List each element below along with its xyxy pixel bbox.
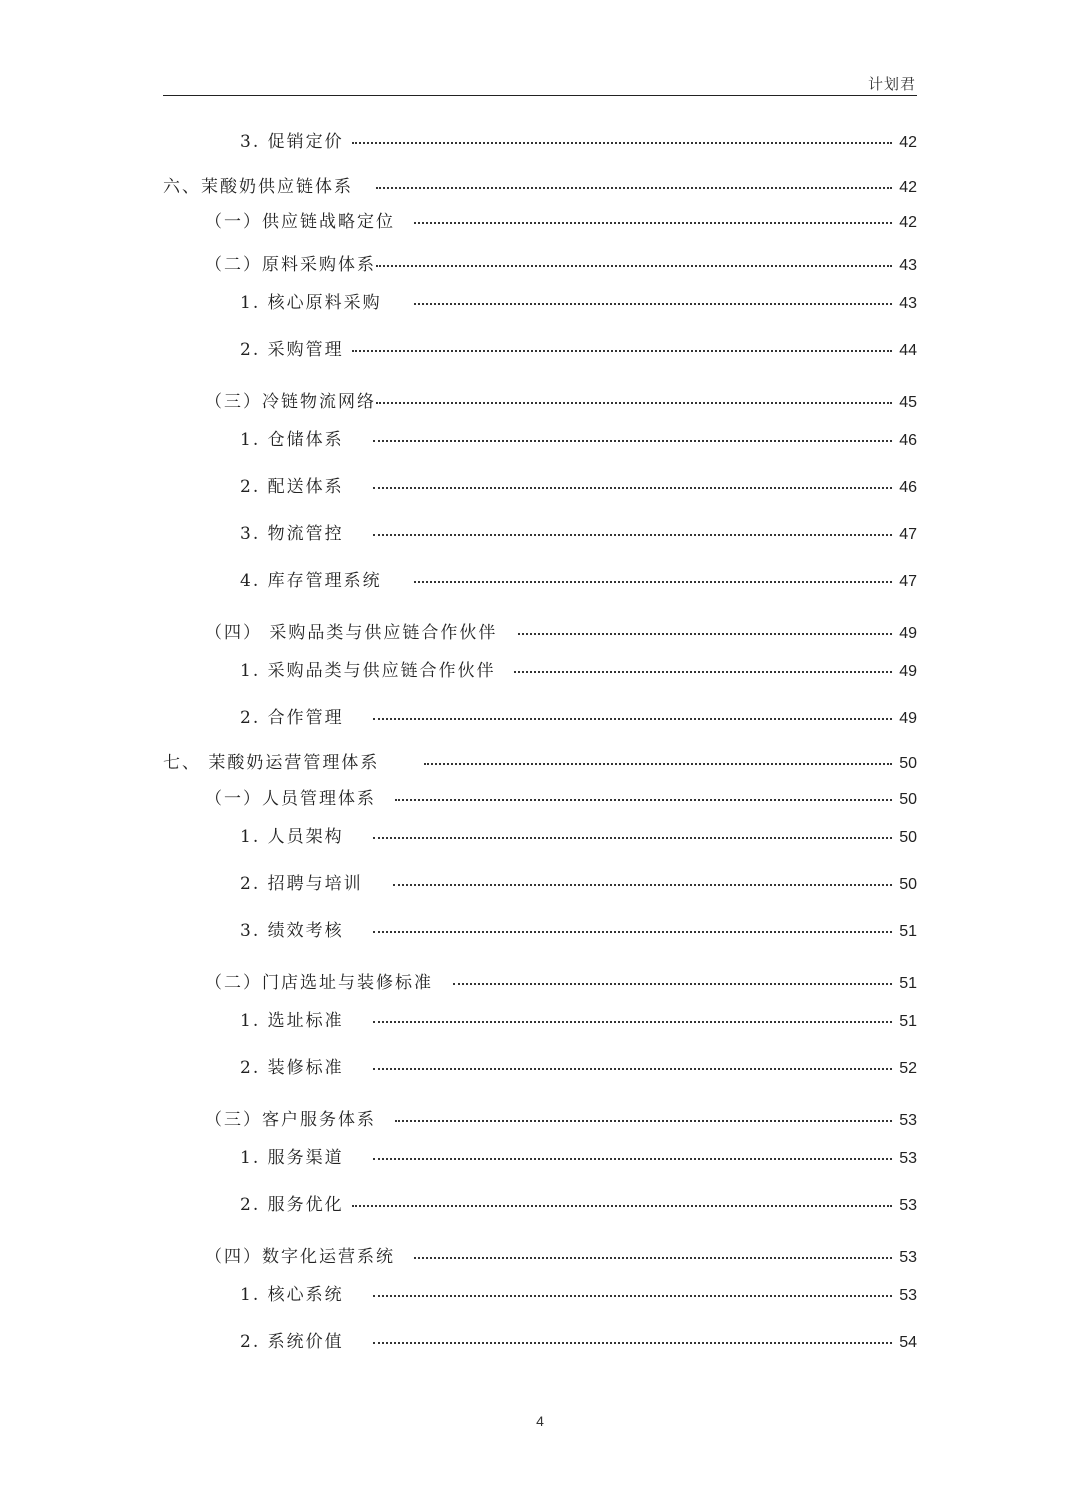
- toc-entry-label: 3. 绩效考核: [240, 921, 344, 941]
- toc-dot-leader: [424, 763, 892, 765]
- toc-dot-leader: [514, 671, 892, 673]
- toc-entry[interactable]: [0, 570, 1080, 594]
- toc-entry[interactable]: [0, 1331, 1080, 1355]
- toc-entry[interactable]: [0, 920, 1080, 944]
- toc-entry[interactable]: [0, 1246, 1080, 1270]
- toc-entry[interactable]: [0, 523, 1080, 547]
- toc-entry-page: 51: [899, 975, 917, 992]
- toc-entry-page: 50: [899, 829, 917, 846]
- toc-entry-page: 53: [899, 1249, 917, 1266]
- toc-entry-page: 43: [899, 257, 917, 274]
- toc-entry-label: 1. 人员架构: [240, 827, 344, 847]
- toc-dot-leader: [414, 303, 892, 305]
- toc-dot-leader: [352, 142, 892, 144]
- toc-dot-leader: [373, 1021, 892, 1023]
- toc-entry-label: （四） 采购品类与供应链合作伙伴: [205, 623, 498, 643]
- toc-entry-label: 1. 采购品类与供应链合作伙伴: [240, 661, 496, 681]
- toc-entry-page: 46: [899, 432, 917, 449]
- toc-entry[interactable]: [0, 429, 1080, 453]
- toc-dot-leader: [393, 884, 892, 886]
- toc-entry-page: 47: [899, 526, 917, 543]
- toc-entry[interactable]: [0, 1109, 1080, 1133]
- toc-dot-leader: [373, 1342, 892, 1344]
- toc-entry[interactable]: [0, 339, 1080, 363]
- toc-entry-page: 53: [899, 1287, 917, 1304]
- toc-entry-label: 1. 服务渠道: [240, 1148, 344, 1168]
- toc-entry-page: 45: [899, 394, 917, 411]
- toc-entry-page: 44: [899, 342, 917, 359]
- toc-entry-page: 49: [899, 663, 917, 680]
- toc-entry-label: 2. 服务优化: [240, 1195, 344, 1215]
- toc-entry-page: 52: [899, 1060, 917, 1077]
- toc-dot-leader: [414, 222, 892, 224]
- toc-entry-label: 1. 选址标准: [240, 1011, 344, 1031]
- toc-entry-label: （一）供应链战略定位: [205, 212, 395, 232]
- toc-entry-label: （四）数字化运营系统: [205, 1247, 395, 1267]
- toc-entry[interactable]: [0, 391, 1080, 415]
- toc-entry-page: 50: [899, 876, 917, 893]
- toc-dot-leader: [453, 983, 892, 985]
- toc-entry[interactable]: [0, 752, 1080, 776]
- toc-dot-leader: [376, 265, 892, 267]
- toc-entry-page: 50: [899, 791, 917, 808]
- toc-entry[interactable]: [0, 622, 1080, 646]
- page-number: 4: [536, 1413, 544, 1429]
- toc-entry-label: （三）冷链物流网络: [205, 392, 376, 412]
- toc-entry[interactable]: [0, 254, 1080, 278]
- toc-dot-leader: [376, 187, 892, 189]
- toc-entry-label: （二）原料采购体系: [205, 255, 376, 275]
- toc-entry-page: 43: [899, 295, 917, 312]
- toc-entry[interactable]: [0, 972, 1080, 996]
- toc-entry-page: 42: [899, 179, 917, 196]
- toc-dot-leader: [414, 1257, 892, 1259]
- toc-entry[interactable]: [0, 826, 1080, 850]
- header-brand: 计划君: [867, 75, 916, 93]
- toc-entry[interactable]: [0, 788, 1080, 812]
- toc-dot-leader: [373, 534, 892, 536]
- toc-dot-leader: [395, 799, 892, 801]
- toc-entry-label: 六、茉酸奶供应链体系: [163, 177, 353, 197]
- toc-entry-label: （二）门店选址与装修标准: [205, 973, 433, 993]
- toc-dot-leader: [373, 1295, 892, 1297]
- toc-entry-page: 51: [899, 923, 917, 940]
- toc-entry[interactable]: [0, 707, 1080, 731]
- toc-dot-leader: [518, 633, 892, 635]
- toc-dot-leader: [373, 1158, 892, 1160]
- toc-entry-label: 1. 核心系统: [240, 1285, 344, 1305]
- toc-entry-label: 2. 装修标准: [240, 1058, 344, 1078]
- toc-entry[interactable]: [0, 1057, 1080, 1081]
- toc-entry-page: 42: [899, 134, 917, 151]
- toc-entry-page: 42: [899, 214, 917, 231]
- toc-entry-page: 53: [899, 1112, 917, 1129]
- toc-entry-page: 51: [899, 1013, 917, 1030]
- toc-entry-label: 1. 仓储体系: [240, 430, 344, 450]
- toc-entry[interactable]: [0, 1284, 1080, 1308]
- toc-entry[interactable]: [0, 660, 1080, 684]
- toc-dot-leader: [352, 350, 892, 352]
- toc-entry-label: （三）客户服务体系: [205, 1110, 376, 1130]
- toc-entry-label: 2. 配送体系: [240, 477, 344, 497]
- toc-entry-label: 3. 促销定价: [240, 132, 344, 152]
- toc-entry-page: 46: [899, 479, 917, 496]
- toc-entry[interactable]: [0, 211, 1080, 235]
- toc-dot-leader: [373, 718, 892, 720]
- toc-entry-page: 49: [899, 710, 917, 727]
- toc-entry-page: 49: [899, 625, 917, 642]
- toc-entry[interactable]: [0, 476, 1080, 500]
- toc-entry-label: （一）人员管理体系: [205, 789, 376, 809]
- toc-entry-page: 54: [899, 1334, 917, 1351]
- toc-dot-leader: [373, 1068, 892, 1070]
- toc-entry-label: 2. 系统价值: [240, 1332, 344, 1352]
- toc-dot-leader: [395, 1120, 892, 1122]
- toc-dot-leader: [352, 1205, 892, 1207]
- toc-dot-leader: [414, 581, 892, 583]
- toc-entry-label: 2. 合作管理: [240, 708, 344, 728]
- toc-dot-leader: [373, 487, 892, 489]
- toc-entry[interactable]: [0, 1147, 1080, 1171]
- toc-entry[interactable]: [0, 176, 1080, 200]
- toc-entry-page: 50: [899, 755, 917, 772]
- toc-entry-label: 3. 物流管控: [240, 524, 344, 544]
- toc-dot-leader: [376, 402, 892, 404]
- toc-entry[interactable]: [0, 292, 1080, 316]
- toc-entry[interactable]: [0, 1010, 1080, 1034]
- toc-entry[interactable]: [0, 131, 1080, 155]
- toc-entry-label: 2. 采购管理: [240, 340, 344, 360]
- toc-entry[interactable]: [0, 1194, 1080, 1218]
- toc-entry[interactable]: [0, 873, 1080, 897]
- toc-entry-page: 53: [899, 1197, 917, 1214]
- toc-entry-page: 53: [899, 1150, 917, 1167]
- toc-dot-leader: [373, 837, 892, 839]
- toc-entry-label: 七、 茉酸奶运营管理体系: [163, 753, 380, 773]
- toc-entry-label: 4. 库存管理系统: [240, 571, 382, 591]
- toc-entry-label: 2. 招聘与培训: [240, 874, 363, 894]
- toc-entry-label: 1. 核心原料采购: [240, 293, 382, 313]
- toc-dot-leader: [373, 440, 892, 442]
- toc-dot-leader: [373, 931, 892, 933]
- toc-entry-page: 47: [899, 573, 917, 590]
